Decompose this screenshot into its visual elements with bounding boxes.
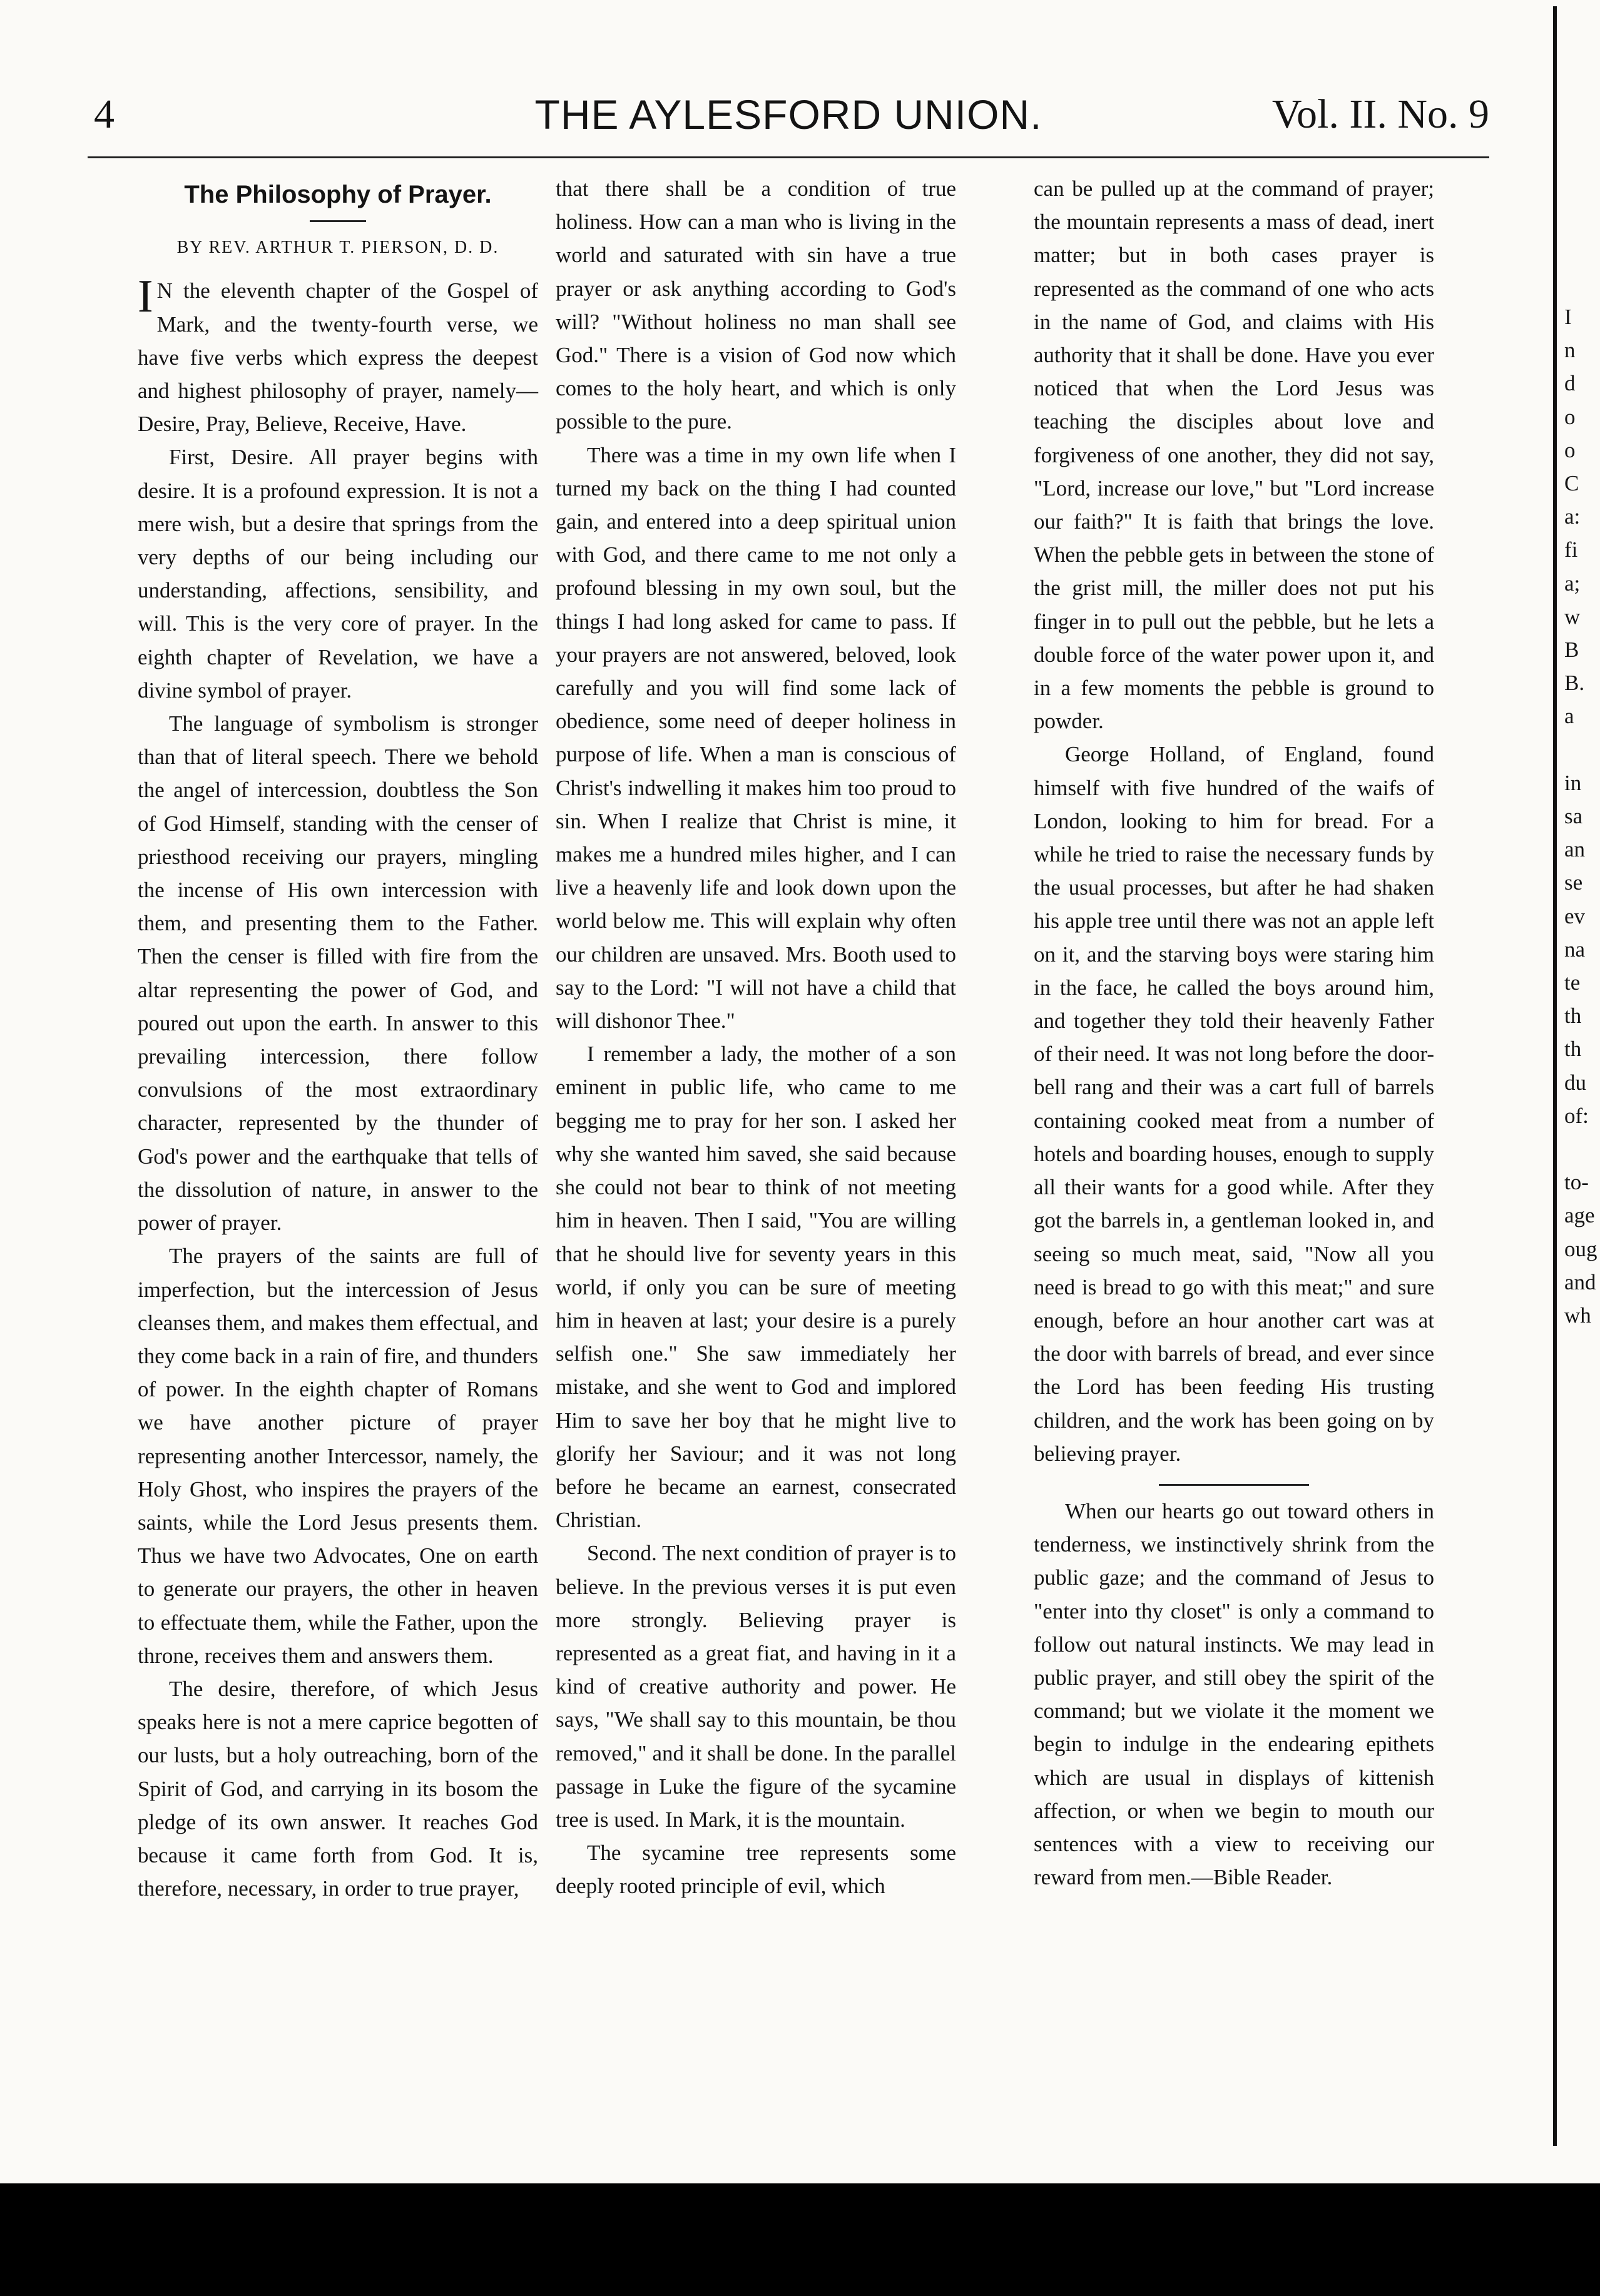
edge-fragment: te [1564,970,1581,995]
drop-cap: I [138,271,153,323]
edge-fragment: a [1564,704,1574,729]
paragraph: that there shall be a condition of true holiness. How can a man who is living in the world and saturated with sin have a true prayer or ask anything according to God's will? "Without holiness no man shall see God." There is a vision of God now which comes to the holy heart, and which is only possible to the pure. [556,176,956,434]
edge-fragment: oug [1564,1236,1597,1261]
paragraph: George Holland, of England, found himself with five hundred of the waifs of London, looking to him for bread. For a while he tried to raise the necessary funds by the usual processes, but after he had shaken his apple tree until there was not an apple left on it, and the starving boys were staring him in the face, he called the boys around him, and together they told their heavenly Father of their need. It was not long before the door-bell rang and their was a cart full of barrels containing cooked meat from a number of hotels and boarding houses, enough to supply all their wants for a good while. After they got the barrels in, a gentleman looked in, and seeing so much meat, said, "Now all you need is bread to go with this meat;" and sure enough, before an hour another cart was at the door with barrels of bread, and ever since the Lord has been feeding His trusting children, and the work has been going on by believing prayer. [1034,742,1434,1466]
column-2 [556,172,956,1903]
edge-fragment: an [1564,837,1586,862]
edge-fragment: to- [1564,1170,1589,1195]
edge-fragment: B [1564,637,1579,663]
paragraph: First, Desire. All prayer begins with desire. It is a profound expression. It is not a mere wish, but a desire that springs from the very depths of our being including our understanding, affections, sensibility, and will. This is the very core of prayer. In the eighth chapter of Revelation, we have a divine symbol of prayer. [138,445,538,703]
edge-fragment: d [1564,371,1576,396]
edge-fragment: th [1564,1003,1582,1029]
edge-fragment: du [1564,1070,1586,1095]
page-edge-rule [1553,6,1557,2146]
edge-fragment: th [1564,1037,1582,1062]
page-header [88,88,1489,158]
volume-number: Vol. II. No. 9 [1271,91,1489,137]
edge-fragment: C [1564,471,1579,496]
paragraph: Second. The next condition of prayer is to believe. In the previous verses it is put even more strongly. Believing prayer is represented as a great fiat, and having in it a kind of creative authority and power. He says, "We shall say to this mountain, be thou removed," and it shall be done. In the parallel passage in Luke the figure of the sycamine tree is used. In Mark, it is the mountain. [556,1541,956,1832]
edge-fragment: sa [1564,804,1583,829]
edge-fragment: wh [1564,1303,1591,1328]
edge-fragment: se [1564,870,1583,895]
paragraph: There was a time in my own life when I turned my back on the thing I had counted gain, and entered into a deep spiritual union with God, and there came to me not only a profound blessing in my own soul, but the things I had long asked for came to pass. If your prayers are not answered, beloved, look carefully and you will find some lack of obedience, some need of deeper holiness in purpose of life. When a man is conscious of Christ's indwelling it makes him too proud to sin. When I realize that Christ is mine, it makes me a hundred miles higher, and I can live a heavenly life and look down upon the world below me. This will explain why often our children are unsaved. Mrs. Booth used to say to the Lord: "I will not have a child that will dishonor Thee." [556,442,956,1034]
paragraph: The sycamine tree represents some deeply rooted principle of evil, which [556,1841,956,1899]
paragraph: I remember a lady, the mother of a son eminent in public life, who came to me begging me to pray for her son. I asked her why she wanted him saved, she said because she could not bear to think of not meeting him in heaven. Then I said, "You are willing that he should live for seventy years in this world, if only you can be sure of meeting him in heaven at last; your desire is a purely selfish one." She saw immediately her mistake, and she went to God and implored Him to save her boy that he might live to glorify her Saviour; and it was not long before he became an earnest, consecrated Christian. [556,1042,956,1533]
page-number: 4 [94,91,115,137]
title-rule [310,220,366,222]
edge-fragment: B. [1564,671,1585,696]
edge-fragment: a; [1564,571,1581,596]
paragraph: The language of symbolism is stronger than that of literal speech. There we behold the angel of intercession, doubtless the Son of God Himself, standing with the censer of priesthood receiving our prayers, mingling the incense of His own intercession with them, and presenting them to the Father. Then the censer is filled with fire from the altar representing the power of God, and poured out upon the earth. In answer to this prevailing intercession, there follow convulsions of the most extraordinary character, represented by the thunder of God's power and the earthquake that tells of the dissolution of nature, in answer to the power of prayer. [138,711,538,1236]
edge-fragment [1564,1132,1597,1166]
column-1 [138,172,538,1905]
adjacent-page-fragments [1564,300,1597,1332]
edge-fragment: na [1564,937,1586,962]
paragraph: The prayers of the saints are full of imperfection, but the intercession of Jesus cleanses them, and makes them effectual, and they come back in a rain of fire, and thunders of power. In the eighth chapter of Romans we have another picture of prayer representing another Intercessor, namely, the Holy Ghost, who inspires the prayers of the saints, while the Lord Jesus presents them. Thus we have two Advocates, One on earth to generate our prayers, the other in heaven to effectuate them, while the Father, upon the throne, receives them and answers them. [138,1244,538,1668]
edge-fragment: a: [1564,504,1581,529]
column-3 [1034,172,1434,1894]
edge-fragment: w [1564,604,1581,629]
paragraph [138,271,538,440]
paragraph: When our hearts go out toward others in tenderness, we instinctively shrink from the public gaze; and the command of Jesus to "enter into thy closet" is only a command to follow out natural instincts. We may lead in public prayer, and still obey the spirit of the command; but we violate it the moment we begin to indulge in the endearing epithets which are usual in displays of kittenish affection, or when we begin to mouth our sentences with a view to receiving our reward from men.—Bible Reader. [1034,1498,1434,1890]
article-byline: BY REV. ARTHUR T. PIERSON, D. D. [176,238,499,258]
paragraph: The desire, therefore, of which Jesus speaks here is not a mere caprice begotten of our lusts, but a holy outreaching, born of the Spirit of God, and carrying in its bosom the pledge of its own answer. It reaches God because it came forth from God. It is, therefore, necessary, in order to true prayer, [138,1676,538,1901]
paragraph-text: N the eleventh chapter of the Gospel of Mark, and the twenty-fourth verse, we have five verbs which express the deepest and highest philosophy of prayer, namely—Desire, Pray, Believe, Receive, Have. [138,278,538,437]
edge-fragment: I [1564,305,1572,329]
paragraph: can be pulled up at the command of prayer; the mountain represents a mass of dead, inert matter; but in both cases prayer is represented as the command of one who acts in the name of God, and claims with His authority that it shall be done. Have you ever noticed that when the Lord Jesus was teaching the disciples about love and forgiveness of one another, they did not say, "Lord, increase our love," but "Lord increase our faith?" It is faith that brings the love. When the pebble gets in between the stone of the grist mill, the miller does not put his finger in to pull out the pebble, but he lets a double force of the water power upon it, and in a few moments the pebble is ground to powder. [1034,176,1434,734]
edge-fragment: in [1564,770,1582,795]
edge-fragment [1564,733,1597,766]
edge-fragment: o [1564,437,1576,462]
masthead: THE AYLESFORD UNION. [534,91,1042,138]
edge-fragment: n [1564,338,1576,363]
edge-fragment: ev [1564,903,1586,928]
scan-bottom-band [0,2183,1600,2296]
section-rule [1159,1484,1309,1486]
edge-fragment: o [1564,404,1576,429]
article-title: The Philosophy of Prayer. [184,181,492,208]
edge-fragment: age [1564,1203,1595,1228]
edge-fragment: fi [1564,537,1578,562]
edge-fragment: of: [1564,1103,1589,1128]
edge-fragment: and [1564,1269,1596,1294]
